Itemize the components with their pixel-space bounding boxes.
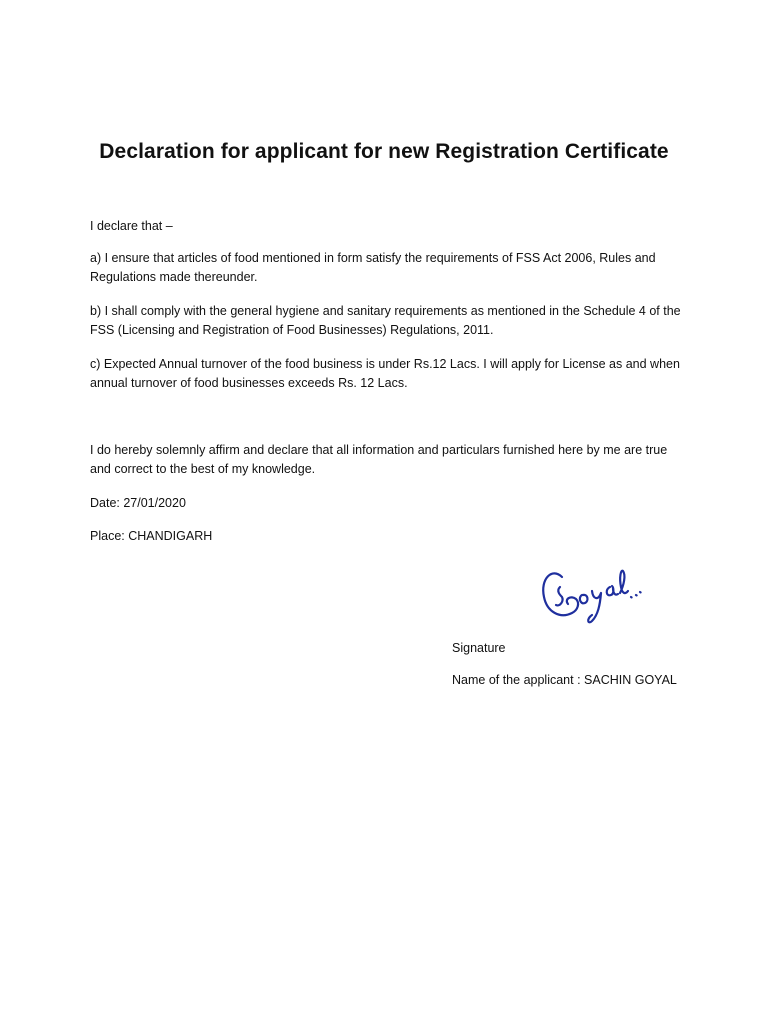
clause-b: b) I shall comply with the general hygiene and sanitary requirements as mentioned in the Schedule 4 of the FSS (Licensing and Registration of Food Businesses) Regulations, 2011. <box>90 304 681 337</box>
clause-a: a) I ensure that articles of food mentioned in form satisfy the requirements of FSS Act 2006, Rules and Regulations made thereunder. <box>90 251 656 284</box>
document-title: Declaration for applicant for new Registration Certificate <box>99 140 669 163</box>
applicant-name-line: Name of the applicant : SACHIN GOYAL <box>452 673 677 687</box>
signature-label: Signature <box>452 641 506 655</box>
date-line: Date: 27/01/2020 <box>90 496 186 510</box>
clause-c: c) Expected Annual turnover of the food business is under Rs.12 Lacs. I will apply for License as and when annual turnover of food businesses exceeds Rs. 12 Lacs. <box>90 357 680 390</box>
handwritten-signature-image <box>538 557 648 627</box>
declaration-intro: I declare that – <box>90 219 173 233</box>
place-line: Place: CHANDIGARH <box>90 529 213 543</box>
affirmation-statement: I do hereby solemnly affirm and declare that all information and particulars furnished here by me are true and correct to the best of my knowledge. <box>90 443 668 476</box>
